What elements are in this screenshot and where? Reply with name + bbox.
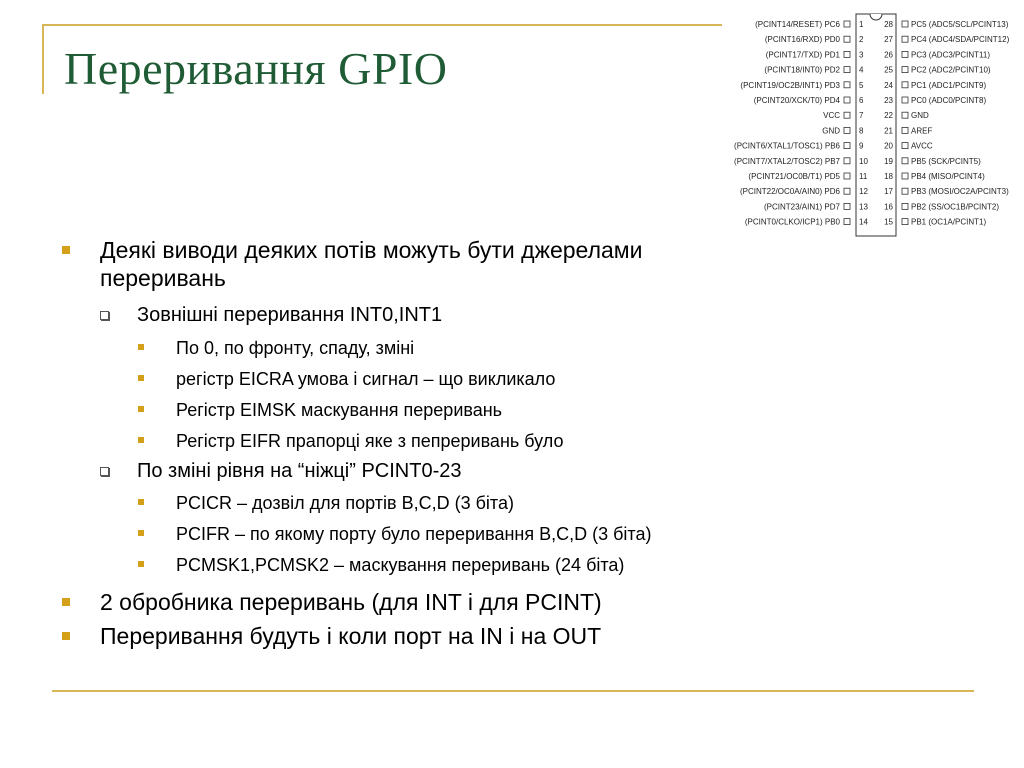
right-pin-label: PB2 (SS/OC1B/PCINT2) (911, 202, 1000, 212)
right-pin-label: PC2 (ADC2/PCINT10) (911, 65, 991, 75)
right-pin-number: 23 (884, 96, 893, 105)
left-pin-pad (844, 51, 850, 57)
right-pin-label: GND (911, 111, 929, 121)
left-pin-number: 9 (859, 141, 864, 151)
right-pin-label: PB5 (SCK/PCINT5) (911, 156, 981, 166)
right-pin-number: 19 (884, 156, 893, 166)
square-bullet-icon (62, 246, 70, 254)
square-bullet-icon (138, 499, 144, 505)
right-pin-number: 18 (884, 172, 893, 181)
left-pin-pad (844, 127, 850, 133)
right-pin-label: PC5 (ADC5/SCL/PCINT13) (911, 20, 1009, 29)
right-pin-number: 22 (884, 111, 893, 121)
left-pin-number: 10 (859, 156, 868, 166)
right-pin-pad (902, 82, 908, 88)
right-pin-number: 16 (884, 202, 893, 212)
left-pin-number: 2 (859, 35, 864, 45)
left-pin-label: (PCINT0/CLKO/ICP1) PB0 (744, 217, 840, 227)
left-pin-label: GND (822, 126, 840, 136)
right-pin-pad (902, 51, 908, 57)
right-pin-number: 21 (884, 126, 893, 136)
right-pin-number: 25 (884, 65, 893, 75)
right-pin-number: 24 (884, 80, 893, 90)
bullet-text: Деякі виводи деяких потів можуть бути джерелами (100, 237, 643, 263)
bullet-level3 (138, 553, 624, 577)
right-pin-pad (902, 188, 908, 194)
right-pin-number: 20 (884, 141, 893, 151)
bullet-level3 (138, 491, 514, 515)
bullet-text: PCICR – дозвіл для портів B,C,D (3 біта) (176, 493, 514, 513)
bullet-text: По зміні рівня на “ніжці” PCINT0-23 (137, 460, 462, 482)
bullet-text: PCMSK1,PCMSK2 – маскування переривань (24 біта) (176, 555, 625, 575)
right-pin-label: PB1 (OC1A/PCINT1) (911, 217, 987, 227)
bullet-level3 (138, 336, 414, 360)
right-pin-pad (902, 143, 908, 149)
bullet-text: 2 обробника переривань (для INT і для PCINT) (100, 589, 602, 615)
right-pin-pad (902, 36, 908, 42)
bullet-level3 (138, 522, 651, 546)
right-pin-number: 26 (884, 50, 893, 60)
bullet-text: переривань (100, 265, 226, 291)
left-pin-number: 7 (859, 111, 864, 121)
right-pin-label: AVCC (911, 141, 933, 151)
right-pin-pad (902, 158, 908, 164)
left-pin-label: (PCINT16/RXD) PD0 (764, 35, 840, 45)
left-pin-pad (844, 203, 850, 209)
hollow-square-bullet-icon (100, 467, 109, 476)
left-pin-number: 3 (859, 50, 864, 60)
bullet-level2 (100, 458, 461, 484)
bullet-level3 (138, 429, 564, 453)
left-pin-label: (PCINT23/AIN1) PD7 (763, 202, 840, 212)
decorative-bottom-line (52, 690, 974, 692)
bullet-level1 (62, 622, 601, 650)
left-pin-pad (844, 21, 850, 27)
bullet-text: По 0, по фронту, спаду, зміні (176, 338, 415, 358)
square-bullet-icon (62, 598, 70, 606)
left-pin-pad (844, 82, 850, 88)
bullet-continuation (100, 264, 226, 292)
right-pin-pad (902, 67, 908, 73)
slide-title: Переривання GPIO (64, 43, 448, 94)
left-pin-pad (844, 158, 850, 164)
left-pin-number: 8 (859, 126, 864, 136)
square-bullet-icon (62, 632, 70, 640)
right-pin-pad (902, 21, 908, 27)
left-pin-pad (844, 173, 850, 179)
right-pin-label: PC4 (ADC4/SDA/PCINT12) (911, 35, 1010, 45)
bullet-level3 (138, 367, 555, 391)
bullet-text: Зовнішні переривання INT0,INT1 (137, 304, 443, 326)
left-pin-number: 1 (859, 20, 864, 29)
left-pin-number: 6 (859, 96, 864, 105)
chip-pinout-svg (726, 10, 1024, 250)
right-pin-label: PB4 (MISO/PCINT4) (911, 172, 985, 181)
left-pin-label: (PCINT18/INT0) PD2 (764, 65, 840, 75)
right-pin-pad (902, 127, 908, 133)
right-pin-number: 27 (884, 35, 893, 45)
left-pin-number: 13 (859, 202, 868, 212)
left-pin-label: (PCINT20/XCK/T0) PD4 (753, 96, 840, 105)
left-pin-label: (PCINT21/OC0B/T1) PD5 (748, 172, 840, 181)
bullet-level1 (62, 588, 602, 616)
right-pin-label: PC0 (ADC0/PCINT8) (911, 96, 987, 105)
bullet-level1 (62, 236, 642, 264)
left-pin-number: 12 (859, 187, 868, 197)
square-bullet-icon (138, 530, 144, 536)
bullet-text: Регістр EIFR прапорці яке з пепреривань було (176, 431, 564, 451)
right-pin-pad (902, 112, 908, 118)
square-bullet-icon (138, 437, 144, 443)
bullet-text: Регістр EIMSK маскування переривань (176, 400, 503, 420)
left-pin-pad (844, 67, 850, 73)
left-pin-pad (844, 143, 850, 149)
bullet-text: PCIFR – по якому порту було переривання B,C,D (3 біта) (176, 524, 652, 544)
pinout-diagram (726, 10, 1024, 250)
left-pin-pad (844, 36, 850, 42)
right-pin-pad (902, 219, 908, 225)
right-pin-number: 28 (884, 20, 893, 29)
hollow-square-bullet-icon (100, 311, 109, 320)
right-pin-pad (902, 173, 908, 179)
left-pin-number: 14 (859, 217, 868, 227)
left-pin-pad (844, 188, 850, 194)
right-pin-label: PC3 (ADC3/PCINT11) (911, 50, 990, 60)
left-pin-pad (844, 112, 850, 118)
bullet-level2 (100, 302, 442, 328)
left-pin-number: 11 (859, 172, 868, 181)
left-pin-number: 5 (859, 80, 864, 90)
square-bullet-icon (138, 406, 144, 412)
left-pin-label: (PCINT17/TXD) PD1 (765, 50, 840, 60)
left-pin-number: 4 (859, 65, 864, 75)
left-pin-label: (PCINT19/OC2B/INT1) PD3 (740, 80, 840, 90)
bullet-level3 (138, 398, 502, 422)
right-pin-pad (902, 97, 908, 103)
decorative-vertical-line (42, 24, 44, 94)
bullet-text: Переривання будуть і коли порт на IN і на OUT (100, 623, 602, 649)
square-bullet-icon (138, 561, 144, 567)
left-pin-pad (844, 97, 850, 103)
right-pin-number: 15 (884, 217, 893, 227)
right-pin-label: PB3 (MOSI/OC2A/PCINT3) (911, 187, 1009, 197)
left-pin-pad (844, 219, 850, 225)
bullet-text: регістр EICRA умова і сигнал – що викликало (176, 369, 556, 389)
square-bullet-icon (138, 344, 144, 350)
left-pin-label: (PCINT6/XTAL1/TOSC1) PB6 (734, 141, 840, 151)
left-pin-label: (PCINT22/OC0A/AIN0) PD6 (739, 187, 840, 197)
right-pin-number: 17 (884, 187, 893, 197)
left-pin-label: VCC (823, 111, 840, 121)
decorative-top-line (42, 24, 722, 26)
right-pin-pad (902, 203, 908, 209)
right-pin-label: AREF (911, 126, 933, 136)
square-bullet-icon (138, 375, 144, 381)
left-pin-label: (PCINT7/XTAL2/TOSC2) PB7 (734, 156, 840, 166)
left-pin-label: (PCINT14/RESET) PC6 (755, 20, 840, 29)
right-pin-label: PC1 (ADC1/PCINT9) (911, 80, 987, 90)
